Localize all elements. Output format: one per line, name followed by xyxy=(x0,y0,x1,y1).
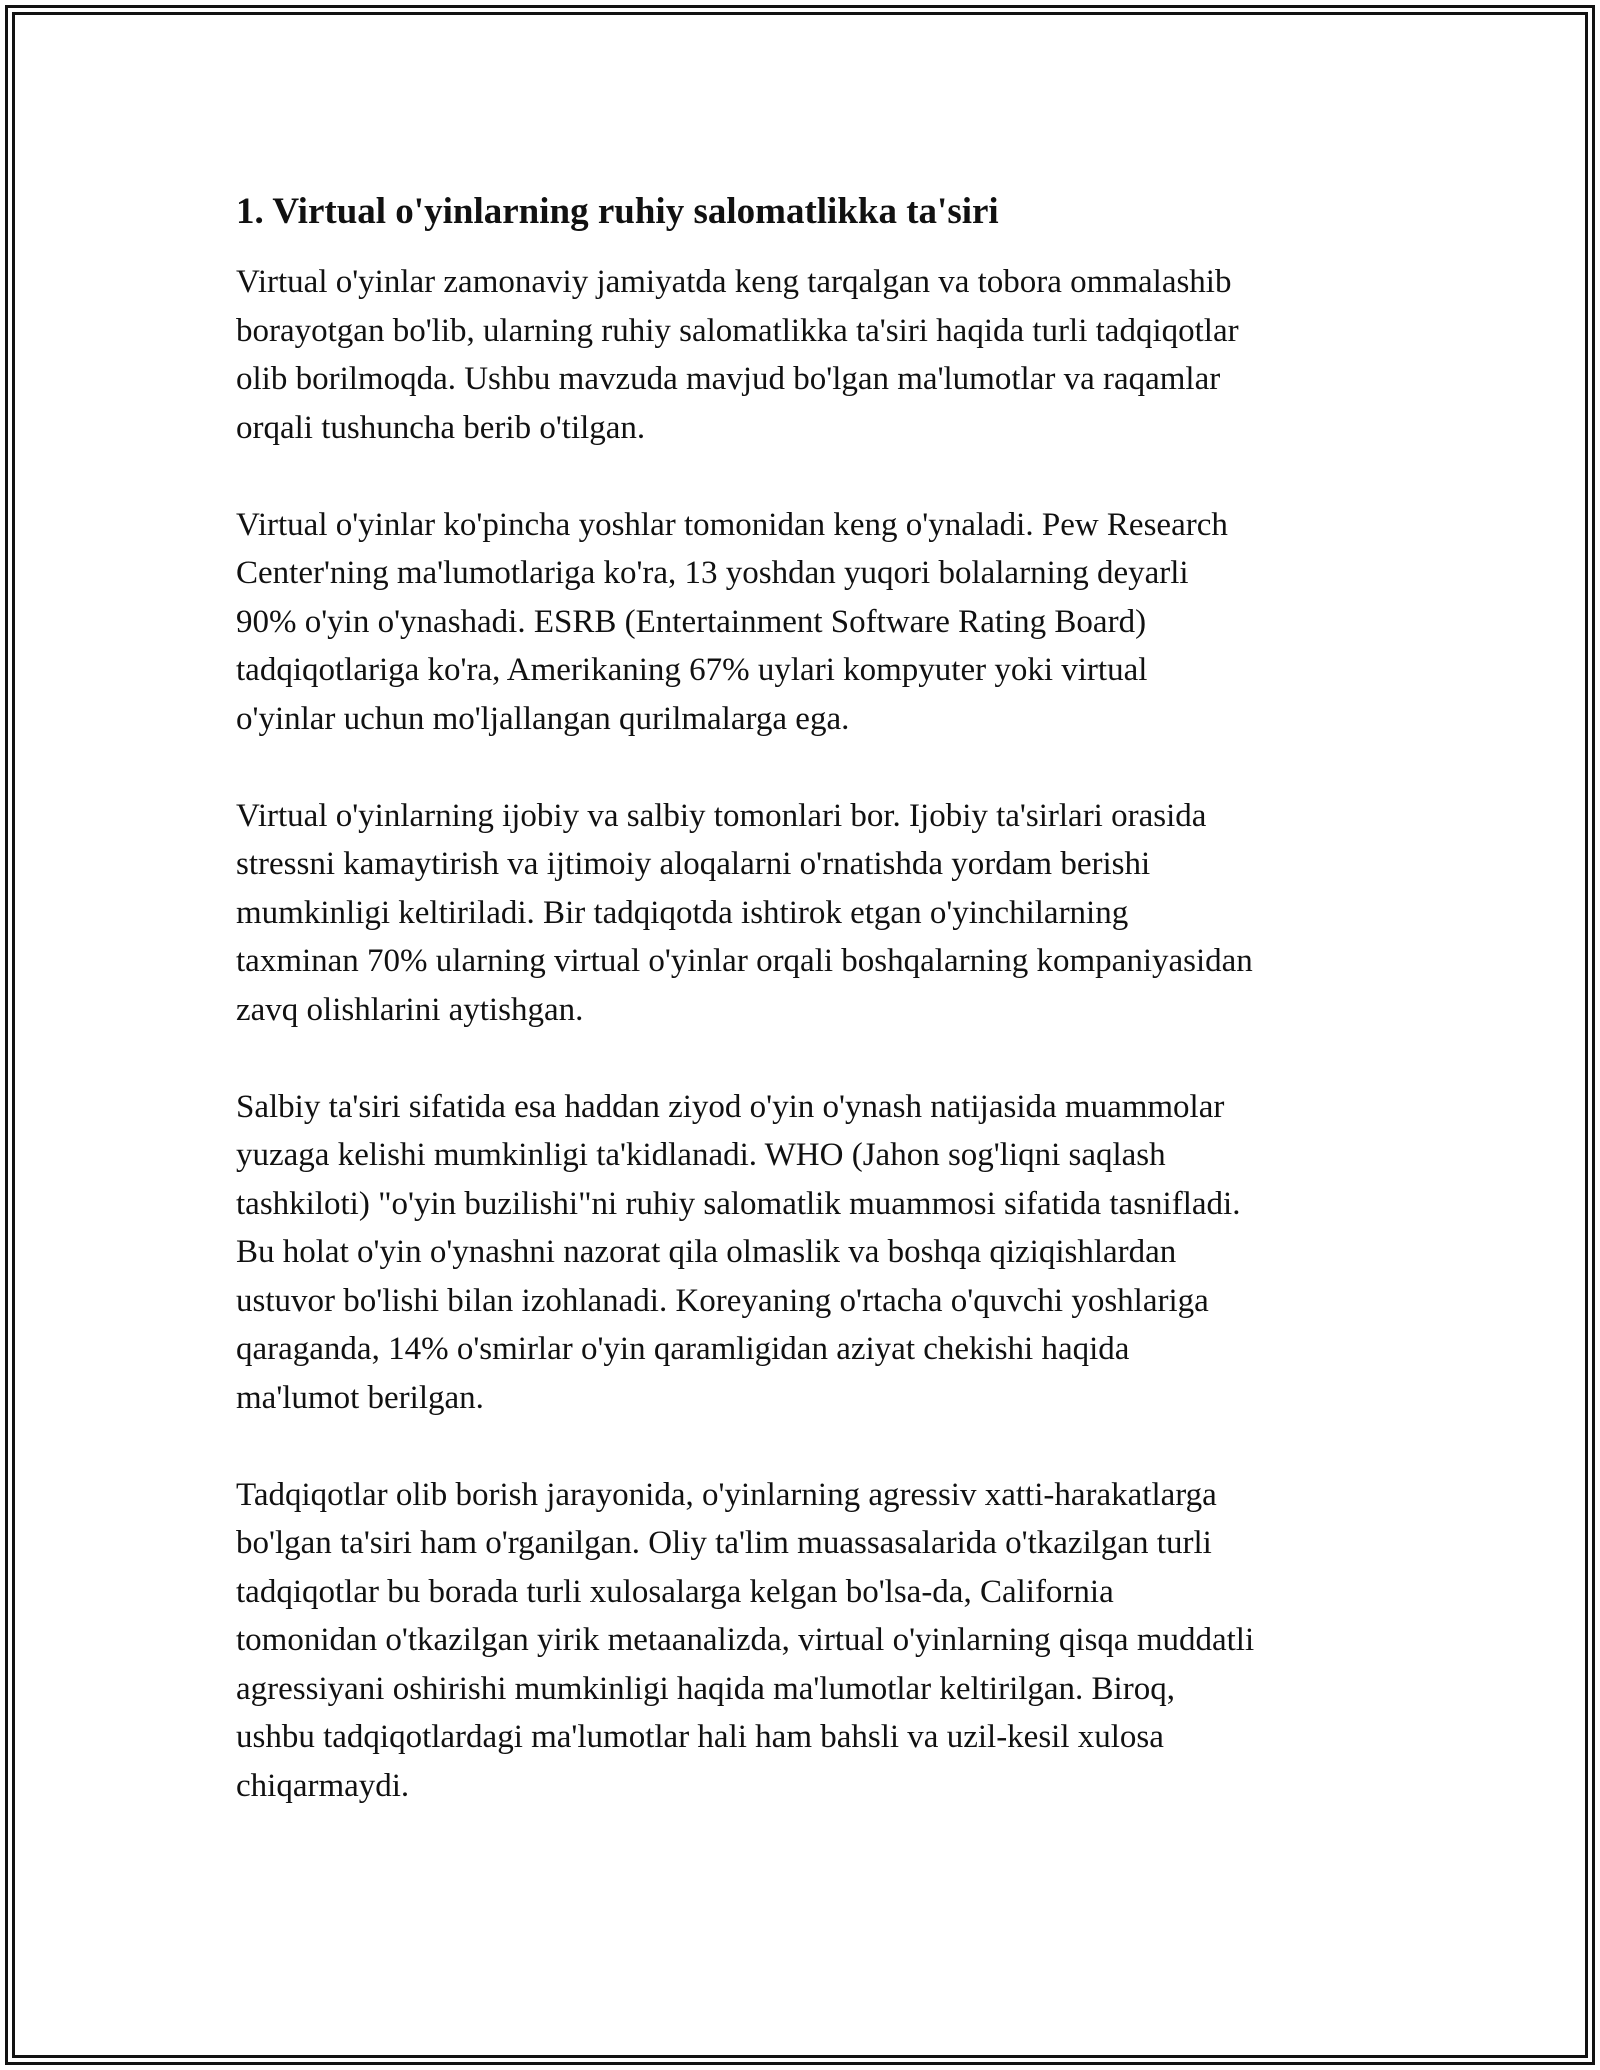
paragraph-aggression-research: Tadqiqotlar olib borish jarayonida, o'yinlarning agressiv xatti-harakatlarga bo'lgan ta'siri ham o'rganilgan. Oliy ta'lim muassasalarida o'tkazilgan turli tadqiqotlar bu borada turli xulosalarga kelgan bo'lsa-da, California tomonidan o'tkazilgan yirik metaanalizda, virtual o'yinlarning qisqa muddatli agressiyani oshirishi mumkinligi haqida ma'lumotlar keltirilgan. Biroq, ushbu tadqiqotlardagi ma'lumotlar hali ham bahsli va uzil-kesil xulosa chiqarmaydi. xyxy=(236,1476,1255,1804)
section-heading: 1. Virtual o'yinlarning ruhiy salomatlikka ta'siri xyxy=(236,191,999,232)
paragraph-negative-effects: Salbiy ta'siri sifatida esa haddan ziyod o'yin o'ynash natijasida muammolar yuzaga kelishi mumkinligi ta'kidlanadi. WHO (Jahon sog'liqni saqlash tashkiloti) "o'yin buzilishi"ni ruhiy salomatlik muammosi sifatida tasnifladi. Bu holat o'yin o'ynashni nazorat qila olmaslik va boshqa qiziqishlardan ustuvor bo'lishi bilan izohlanadi. Koreyaning o'rtacha o'quvchi yoshlariga qaraganda, 14% o'smirlar o'yin qaramligidan aziyat chekishi haqida ma'lumot berilgan. xyxy=(236,1088,1241,1416)
document-page xyxy=(236,188,1376,1859)
paragraph-intro: Virtual o'yinlar zamonaviy jamiyatda keng tarqalgan va tobora ommalashib borayotgan bo'lib, ularning ruhiy salomatlikka ta'siri haqida turli tadqiqotlar olib borilmoqda. Ushbu mavzuda mavjud bo'lgan ma'lumotlar va raqamlar orqali tushuncha berib o'tilgan. xyxy=(236,264,1239,446)
paragraph-statistics: Virtual o'yinlar ko'pincha yoshlar tomonidan keng o'ynaladi. Pew Research Center'ning ma'lumotlariga ko'ra, 13 yoshdan yuqori bolalarning deyarli 90% o'yin o'ynashadi. ESRB (Entertainment Software Rating Board) tadqiqotlariga ko'ra, Amerikaning 67% uylari kompyuter yoki virtual o'yinlar uchun mo'ljallangan qurilmalarga ega. xyxy=(236,506,1228,737)
paragraph-positive-effects: Virtual o'yinlarning ijobiy va salbiy tomonlari bor. Ijobiy ta'sirlari orasida stressni kamaytirish va ijtimoiy aloqalarni o'rnatishda yordam berishi mumkinligi keltiriladi. Bir tadqiqotda ishtirok etgan o'yinchilarning taxminan 70% ularning virtual o'yinlar orqali boshqalarning kompaniyasidan zavq olishlarini aytishgan. xyxy=(236,797,1253,1028)
